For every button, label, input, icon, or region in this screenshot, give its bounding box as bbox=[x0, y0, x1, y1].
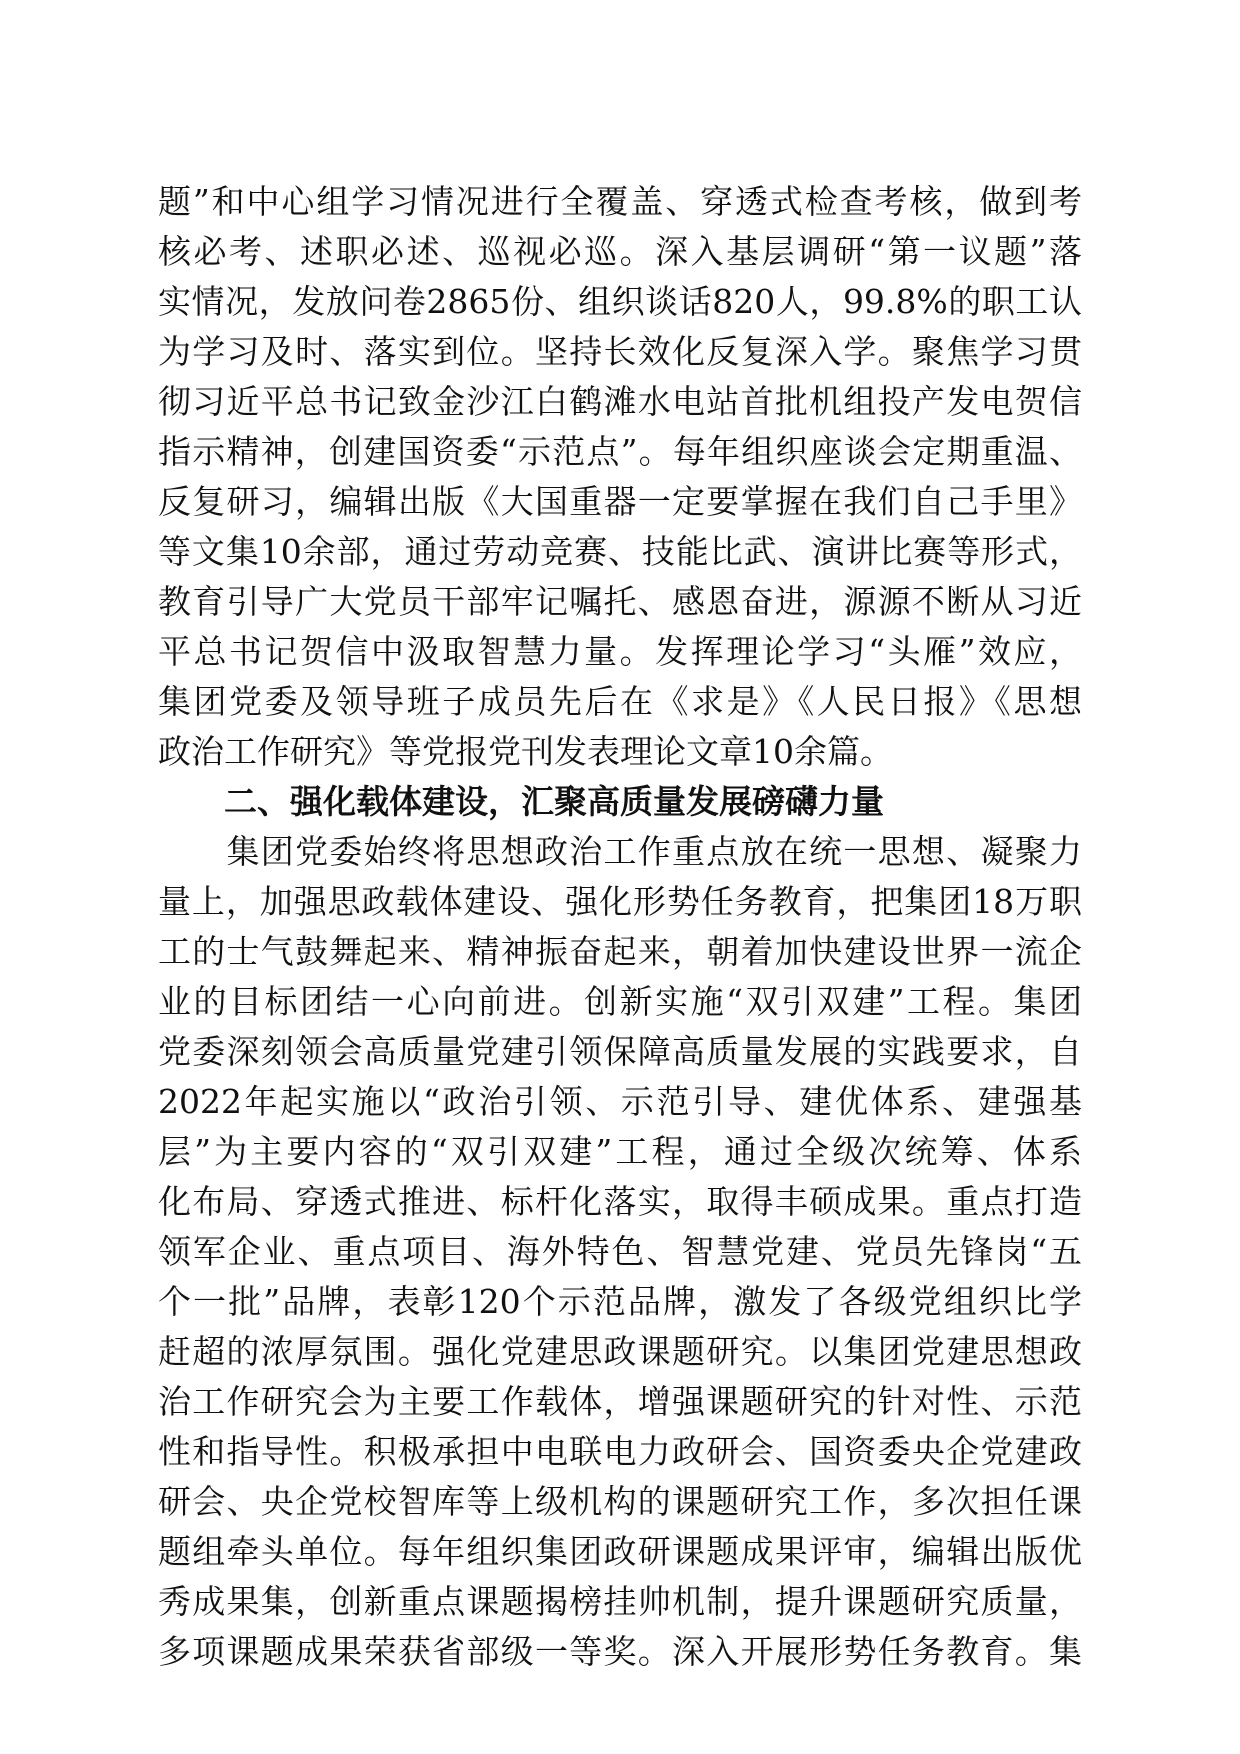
text-line: 治工作研究会为主要工作载体，增强课题研究的针对性、示范 bbox=[158, 1382, 1082, 1421]
text-line: 个一批”品牌，表彰120个示范品牌，激发了各级党组织比学 bbox=[158, 1282, 1082, 1321]
text-line: 题”和中心组学习情况进行全覆盖、穿透式检查考核，做到考 bbox=[158, 182, 1082, 221]
section-heading-2: 二、强化载体建设，汇聚高质量发展磅礴力量 bbox=[224, 782, 884, 821]
paragraph-2 bbox=[158, 827, 1082, 1677]
text-line: 集团党委始终将思想政治工作重点放在统一思想、凝聚力 bbox=[158, 832, 1082, 871]
text-line: 实情况，发放问卷2865份、组织谈话820人，99.8%的职工认 bbox=[158, 282, 1082, 321]
text-line: 赶超的浓厚氛围。强化党建思政课题研究。以集团党建思想政 bbox=[158, 1332, 1082, 1371]
text-line: 为学习及时、落实到位。坚持长效化反复深入学。聚焦学习贯 bbox=[158, 332, 1082, 371]
text-line: 研会、央企党校智库等上级机构的课题研究工作，多次担任课 bbox=[158, 1482, 1082, 1521]
text-line: 层”为主要内容的“双引双建”工程，通过全级次统筹、体系 bbox=[158, 1132, 1082, 1171]
text-line: 指示精神，创建国资委“示范点”。每年组织座谈会定期重温、 bbox=[158, 432, 1082, 471]
text-line: 领军企业、重点项目、海外特色、智慧党建、党员先锋岗“五 bbox=[158, 1232, 1082, 1271]
text-line: 教育引导广大党员干部牢记嘱托、感恩奋进，源源不断从习近 bbox=[158, 582, 1082, 621]
text-line: 等文集10余部，通过劳动竞赛、技能比武、演讲比赛等形式， bbox=[158, 532, 1082, 571]
text-line: 彻习近平总书记致金沙江白鹤滩水电站首批机组投产发电贺信 bbox=[158, 382, 1082, 421]
text-line: 量上，加强思政载体建设、强化形势任务教育，把集团18万职 bbox=[158, 882, 1082, 921]
paragraph-1 bbox=[158, 177, 1082, 777]
text-line: 核必考、述职必述、巡视必巡。深入基层调研“第一议题”落 bbox=[158, 232, 1082, 271]
text-line: 多项课题成果荣获省部级一等奖。深入开展形势任务教育。集 bbox=[158, 1632, 1082, 1671]
text-line: 平总书记贺信中汲取智慧力量。发挥理论学习“头雁”效应， bbox=[158, 632, 1082, 671]
text-line: 工的士气鼓舞起来、精神振奋起来，朝着加快建设世界一流企 bbox=[158, 932, 1082, 971]
text-line: 性和指导性。积极承担中电联电力政研会、国资委央企党建政 bbox=[158, 1432, 1082, 1471]
text-line: 反复研习，编辑出版《大国重器一定要掌握在我们自己手里》 bbox=[158, 482, 1082, 521]
text-line: 2022年起实施以“政治引领、示范引导、建优体系、建强基 bbox=[158, 1082, 1082, 1121]
text-line: 政治工作研究》等党报党刊发表理论文章10余篇。 bbox=[158, 732, 893, 771]
text-line: 化布局、穿透式推进、标杆化落实，取得丰硕成果。重点打造 bbox=[158, 1182, 1082, 1221]
text-line: 业的目标团结一心向前进。创新实施“双引双建”工程。集团 bbox=[158, 982, 1082, 1021]
text-line: 题组牵头单位。每年组织集团政研课题成果评审，编辑出版优 bbox=[158, 1532, 1082, 1571]
document-body bbox=[158, 177, 1082, 1677]
text-line: 秀成果集，创新重点课题揭榜挂帅机制，提升课题研究质量， bbox=[158, 1582, 1082, 1621]
text-line: 集团党委及领导班子成员先后在《求是》《人民日报》《思想 bbox=[158, 682, 1082, 721]
text-line: 党委深刻领会高质量党建引领保障高质量发展的实践要求，自 bbox=[158, 1032, 1082, 1071]
